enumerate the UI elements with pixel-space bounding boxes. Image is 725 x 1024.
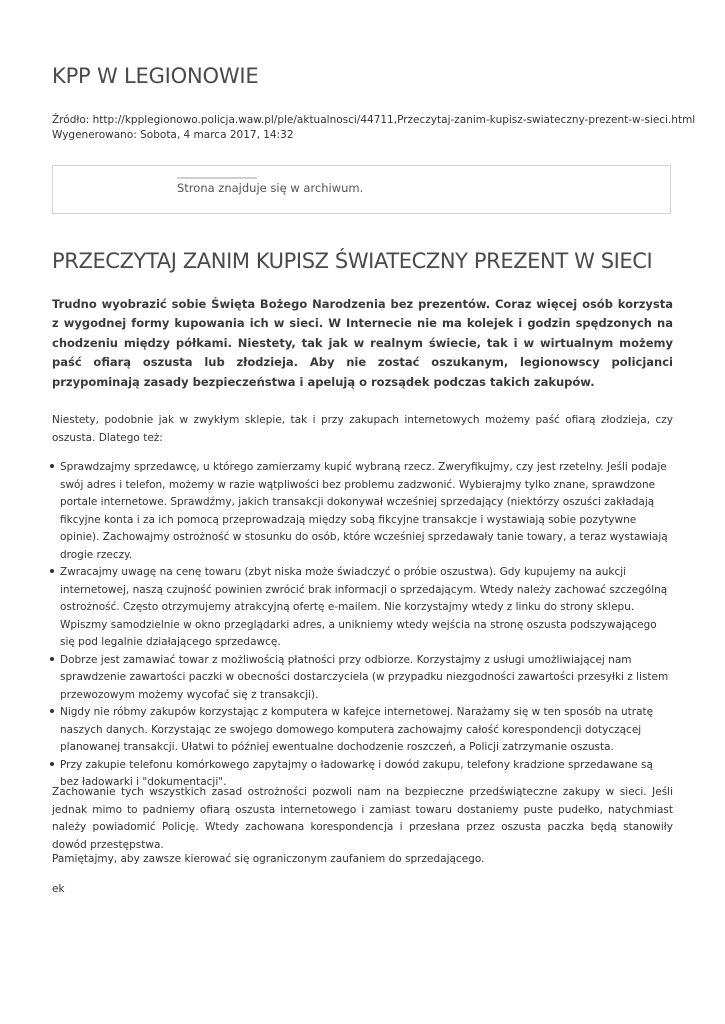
bullet-icon (50, 762, 54, 766)
list-item-text: Nigdy nie róbmy zakupów korzystając z komputera w kafejce internetowej. Narażamy się w ten sposób na utratę naszych danych. Korzystając ze swojego domowego komputera zachowajmy całość korespondencji dotyczącej planowanej transakcji. Ułatwi to później ewentualne dochodzenie roszczeń, a Policji zatrzymanie oszusta. (60, 706, 654, 753)
site-title: KPP W LEGIONOWIE (52, 64, 259, 88)
article-reminder: Pamiętajmy, aby zawsze kierować się ograniczonym zaufaniem do sprzedającego. (52, 853, 485, 865)
archive-notice-text: Strona znajduje się w archiwum. (177, 181, 364, 195)
archive-divider (177, 177, 257, 179)
bullet-icon (50, 464, 54, 468)
list-item (52, 459, 673, 564)
list-item (52, 564, 673, 652)
bullet-icon (50, 709, 54, 713)
list-item (52, 652, 673, 705)
list-item (52, 704, 673, 757)
generated-line: Wygenerowano: Sobota, 4 marca 2017, 14:32 (52, 129, 294, 141)
article-title: PRZECZYTAJ ZANIM KUPISZ ŚWIATECZNY PREZENT W SIECI (52, 249, 653, 273)
list-item-text: Dobrze jest zamawiać towar z możliwością płatności przy odbiorze. Korzystajmy z usługi umożliwiającej nam sprawdzenie zawartości paczki w obecności dostarczyciela (w przypadku niezgodności zawartości przesyłki z listem przewozowym możemy wycofać się z transakcji). (60, 653, 669, 701)
source-line: Źródło: http://kpplegionowo.policja.waw.pl/ple/aktualnosci/44711,Przeczytaj-zanim-kupisz-swiateczny-prezent-w-sieci.html (52, 114, 696, 126)
article-intro: Niestety, podobnie jak w zwykłym sklepie, tak i przy zakupach internetowych możemy paść ofiarą złodzieja, czy oszusta. Dlatego też: (52, 414, 673, 444)
archive-notice (52, 165, 671, 214)
document-meta (52, 113, 695, 143)
list-item-text: Zwracajmy uwagę na cenę towaru (zbyt niska może świadczyć o próbie oszustwa). Gdy kupujemy na aukcji internetowej, naszą czujność powinien zwrócić brak informacji o sprzedającym. Wtedy należy zachować szczególną ostrożność. Często otrzymujemy atrakcyjną ofertę e-mailem. Nie korzystajmy wtedy z linku do strony sklepu. Wpiszmy samodzielnie w okno przeglądarki adres, a unikniemy wtedy wejścia na stronę oszusta podszywającego się pod legalnie działającego sprzedawcę. (60, 566, 668, 648)
article-closing: Zachowanie tych wszystkich zasad ostrożności pozwoli nam na bezpieczne przedświąteczne zakupy w sieci. Jeśli jednak mimo to padniemy ofiarą oszusta internetowego i zamiast towaru dostaniemy puste pudełko, natychmiast należy powiadomić Policję. Wtedy zachowana korespondencja i przesłana przez oszusta paczka będą stanowiły dowód przestępstwa. (52, 786, 673, 851)
author-signature: ek (52, 883, 65, 895)
list-item-text: Przy zakupie telefonu komórkowego zapytajmy o ładowarkę i dowód zakupu, telefony kradzione sprzedawane są bez ładowarki i "dokumentacji". (60, 758, 653, 788)
bullet-icon (50, 657, 54, 661)
list-item-text: Sprawdzajmy sprzedawcę, u którego zamierzamy kupić wybraną rzecz. Zweryfikujmy, czy jest rzetelny. Jeśli podaje swój adres i telefon, możemy w razie wątpliwości bez problemu zadzwonić. Wybierajmy tylko znane, sprawdzone portale internetowe. Sprawdźmy, jakich transakcji dokonywał wcześniej sprzedający (niektórzy oszuści zakładają fikcyjne konta i za ich pomocą przeprowadzają między sobą fikcyjne transakcje i wystawiają sobie pozytywne opinie). Zachowajmy ostrożność w stosunku do osób, które wcześniej sprzedawały tanie towary, a teraz wystawiają drogie rzeczy. (60, 461, 668, 561)
tips-list (52, 459, 673, 792)
article-lead: Trudno wyobrazić sobie Święta Bożego Narodzenia bez prezentów. Coraz więcej osób korzysta z wygodnej formy kupowania ich w sieci. W Internecie nie ma kolejek i godzin spędzonych na chodzeniu między półkami. Niestety, tak jak w realnym świecie, tak i w wirtualnym możemy paść ofiarą oszusta lub złodzieja. Aby nie zostać oszukanym, legionowscy policjanci przypominają zasady bezpieczeństwa i apelują o rozsądek podczas takich zakupów. (52, 297, 673, 389)
bullet-icon (50, 569, 54, 573)
